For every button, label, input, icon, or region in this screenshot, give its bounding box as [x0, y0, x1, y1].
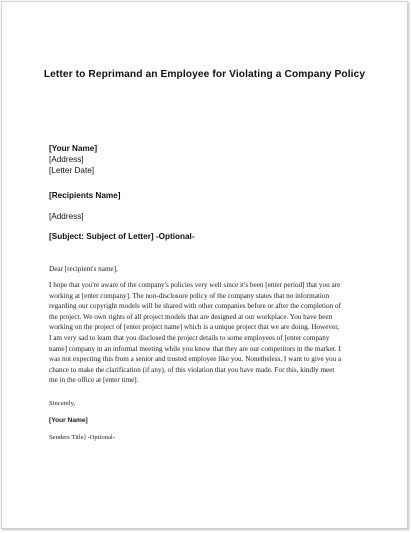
letter-title: Letter to Reprimand an Employee for Violating a Company Policy: [43, 69, 366, 80]
body-line: name] company in an informal meeting while you know that they are our competitors in the market. I: [49, 344, 341, 353]
sender-block: [49, 143, 97, 176]
sender-date: [Letter Date]: [49, 166, 95, 175]
recipient-address: [Address]: [49, 212, 84, 221]
sender-address: [Address]: [49, 155, 84, 164]
sender-title: Senders Title] -Optional-: [49, 434, 115, 441]
letter-page: [1, 1, 408, 529]
body-line: working on the project of [enter project name] which is a unique project that we are doing. However,: [49, 323, 340, 332]
salutation: Dear [recipient's name],: [49, 265, 118, 273]
body-line: working at [enter company]. The non-disclosure policy of the company states that no information: [49, 291, 330, 300]
closing: Sincerely,: [49, 400, 76, 407]
sender-name: [Your Name]: [49, 144, 98, 153]
recipient-name: [Recipients Name]: [49, 191, 121, 200]
body-line: the project. We own rights of all project models that are designed at our workplace. You have been: [49, 312, 333, 321]
body-line: I hope that you're aware of the company's policies very well since it's been [enter period] that you are: [49, 281, 341, 289]
body-line: regarding our copyright models will be shared with other companies before or after the completion of: [49, 302, 341, 311]
subject-line: [Subject: Subject of Letter] -Optional-: [49, 232, 195, 241]
body-line: chance to make the clarification (if any), of this violation that you have made. For this, kindly meet: [49, 365, 335, 374]
signature-name: [Your Name]: [49, 417, 88, 424]
body-line: I am very sad to learn that you disclosed the project details to some employees of [enter company: [49, 333, 330, 342]
letter-body: [49, 280, 379, 386]
body-line: was not expecting this from a senior and trusted employee like you. Nonetheless, I want to give you a: [49, 355, 342, 364]
body-line: me in the office at [enter time].: [49, 376, 139, 385]
